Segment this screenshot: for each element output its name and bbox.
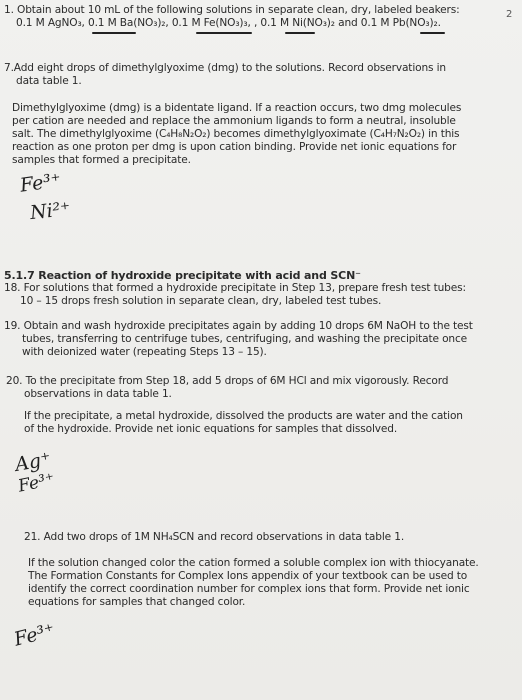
- step-20-paragraph: [24, 410, 463, 436]
- step-21-para-line: If the solution changed color the cation formed a soluble complex ion with thiocyanate.: [28, 557, 479, 569]
- step-20-para-line: If the precipitate, a metal hydroxide, dissolved the products are water and the cation: [24, 410, 463, 422]
- step-19-line: with deionized water (repeating Steps 13 – 15).: [22, 346, 267, 358]
- handwritten-ni2: Ni²⁺: [28, 197, 72, 225]
- handwritten-fe3: Fe³⁺: [11, 619, 58, 651]
- dmg-line: Dimethylglyoxime (dmg) is a bidentate ligand. If a reaction occurs, two dmg molecules: [12, 102, 462, 114]
- step-18: [4, 282, 466, 308]
- step-20: [6, 375, 448, 401]
- step-1-line-2: 0.1 M AgNO₃, 0.1 M Ba(NO₃)₂, 0.1 M Fe(NO₃)₃, , 0.1 M Ni(NO₃)₂ and 0.1 M Pb(NO₃)₂.: [16, 17, 441, 29]
- step-19-line: 19. Obtain and wash hydroxide precipitates again by adding 10 drops 6M NaOH to the test: [4, 320, 473, 332]
- step-21-paragraph: [28, 557, 479, 609]
- step-7-line-1: 7.Add eight drops of dimethylglyoxime (dmg) to the solutions. Record observations in: [4, 62, 446, 74]
- step-19: [4, 320, 473, 359]
- handwritten-fe3: Fe³⁺: [18, 169, 63, 197]
- step-21-para-line: The Formation Constants for Complex Ions appendix of your textbook can be used to: [28, 570, 468, 582]
- step-20-para-line: of the hydroxide. Provide net ionic equations for samples that dissolved.: [24, 423, 398, 435]
- margin-number: 2: [506, 9, 513, 20]
- step-7: [4, 62, 446, 88]
- step-7-line-2: data table 1.: [16, 75, 82, 87]
- step-21-para-line: identify the correct coordination number for complex ions that form. Provide net ionic: [28, 583, 470, 595]
- handwritten-ag: Ag⁺: [13, 448, 53, 476]
- dmg-paragraph: [12, 102, 461, 167]
- underline-ba: [92, 32, 136, 34]
- dmg-line: reaction as one proton per dmg is upon cation binding. Provide net ionic equations for: [12, 141, 457, 153]
- step-18-line: 10 – 15 drops fresh solution in separate clean, dry, labeled test tubes.: [20, 295, 382, 307]
- dmg-line: salt. The dimethylglyoxime (C₄H₈N₂O₂) becomes dimethylglyoximate (C₄H₇N₂O₂) in this: [12, 128, 460, 140]
- dmg-line: samples that formed a precipitate.: [12, 154, 191, 166]
- underline-ni: [285, 32, 315, 34]
- step-1-line-1: 1. Obtain about 10 mL of the following solutions in separate clean, dry, labeled beakers:: [4, 4, 460, 16]
- step-20-line: observations in data table 1.: [24, 388, 172, 400]
- underline-pb: [420, 32, 445, 34]
- step-18-line: 18. For solutions that formed a hydroxide precipitate in Step 13, prepare fresh test tubes:: [4, 282, 466, 294]
- step-21-para-line: equations for samples that changed color.: [28, 596, 246, 608]
- step-21: 21. Add two drops of 1M NH₄SCN and record observations in data table 1.: [24, 531, 405, 543]
- handwritten-fe3: Fe³⁺: [16, 469, 57, 497]
- underline-fe: [196, 32, 252, 34]
- step-19-line: tubes, transferring to centrifuge tubes, centrifuging, and washing the precipitate once: [22, 333, 468, 345]
- step-1: [4, 4, 460, 30]
- step-20-line: 20. To the precipitate from Step 18, add 5 drops of 6M HCl and mix vigorously. Record: [6, 375, 449, 387]
- section-heading: 5.1.7 Reaction of hydroxide precipitate with acid and SCN⁻: [4, 269, 361, 282]
- dmg-line: per cation are needed and replace the ammonium ligands to form a neutral, insoluble: [12, 115, 456, 127]
